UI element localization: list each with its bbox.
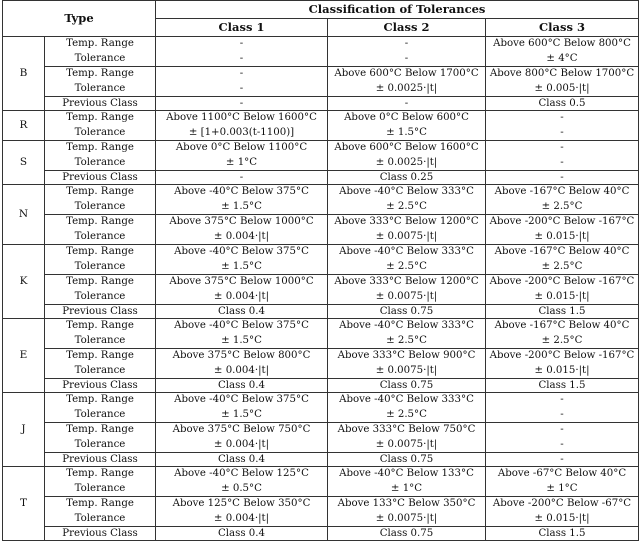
tolerance-cell xyxy=(328,67,486,97)
tolerance-row xyxy=(3,467,639,497)
tolerance-cell xyxy=(486,141,639,171)
tolerance-table xyxy=(2,0,639,541)
range-text: Above 333°C Below 750°C xyxy=(337,424,476,435)
tolerance-cell xyxy=(486,319,639,349)
previous-class-label: Previous Class xyxy=(45,379,156,393)
tolerance-cell xyxy=(486,467,639,497)
tolerance-cell xyxy=(328,245,486,275)
range-text: Above -167°C Below 40°C xyxy=(494,246,630,257)
previous-class-label: Previous Class xyxy=(45,97,156,111)
tolerance-text: ± 0.0075·|t| xyxy=(375,230,438,242)
range-text: Above 0°C Below 1100°C xyxy=(175,142,308,153)
range-text: Above -40°C Below 375°C xyxy=(174,186,309,197)
tolerance-row xyxy=(3,423,639,453)
tolerance-cell xyxy=(486,423,639,453)
tolerance-cell xyxy=(156,319,328,349)
tolerance-text: - xyxy=(404,52,409,64)
range-text: - xyxy=(560,142,564,153)
range-text: - xyxy=(239,38,244,49)
temp-range-label: Temp. Range xyxy=(66,186,134,197)
tolerance-text: ± 0.004·|t| xyxy=(213,438,270,450)
tolerance-text: ± 0.5°C xyxy=(221,482,262,494)
tolerance-text: ± 1°C xyxy=(390,482,423,494)
previous-class-label: Previous Class xyxy=(45,453,156,467)
previous-class-value: Class 0.75 xyxy=(328,453,486,467)
previous-class-value: - xyxy=(486,171,639,185)
row-label-cell xyxy=(45,67,156,97)
type-cell: K xyxy=(3,245,45,319)
previous-class-value: - xyxy=(156,97,328,111)
range-text: - xyxy=(404,38,409,49)
tolerance-cell xyxy=(156,275,328,305)
row-label-cell xyxy=(45,497,156,527)
previous-class-label: Previous Class xyxy=(45,527,156,541)
tolerance-text: ± 0.005·|t| xyxy=(534,82,590,94)
previous-class-value: - xyxy=(486,453,639,467)
range-text: Above 600°C Below 800°C xyxy=(493,38,631,49)
range-text: Above -167°C Below 40°C xyxy=(494,186,630,197)
range-text: Above 375°C Below 750°C xyxy=(172,424,311,435)
tolerance-label: Tolerance xyxy=(74,200,126,212)
temp-range-label: Temp. Range xyxy=(66,468,134,479)
tolerance-text: ± 2.5°C xyxy=(386,200,427,212)
tolerance-cell xyxy=(486,393,639,423)
type-cell: J xyxy=(3,393,45,467)
temp-range-label: Temp. Range xyxy=(66,68,134,79)
range-text: Above 375°C Below 800°C xyxy=(172,350,311,361)
tolerance-text: ± 1°C xyxy=(546,482,578,494)
tolerance-cell xyxy=(156,67,328,97)
tolerance-text: ± 0.0075·|t| xyxy=(375,290,438,302)
tolerance-text: ± 2.5°C xyxy=(541,200,583,212)
tolerance-cell xyxy=(328,37,486,67)
tolerance-row xyxy=(3,37,639,67)
temp-range-label: Temp. Range xyxy=(66,216,134,227)
previous-class-row xyxy=(3,97,639,111)
tolerance-text: ± 0.0075·|t| xyxy=(375,438,438,450)
range-text: Above 1100°C Below 1600°C xyxy=(166,112,317,123)
tolerance-text: - xyxy=(239,52,244,64)
range-text: Above -40°C Below 333°C xyxy=(339,394,474,405)
row-label-cell xyxy=(45,275,156,305)
previous-class-row xyxy=(3,171,639,185)
tolerance-cell xyxy=(156,467,328,497)
previous-class-value: Class 0.75 xyxy=(328,527,486,541)
tolerance-cell xyxy=(156,215,328,245)
tolerance-row xyxy=(3,275,639,305)
tolerance-cell xyxy=(486,275,639,305)
class2-header: Class 2 xyxy=(328,19,486,37)
class3-header: Class 3 xyxy=(486,19,639,37)
tolerance-cell xyxy=(328,141,486,171)
tolerance-text: ± 0.015·|t| xyxy=(534,512,590,524)
tolerance-label: Tolerance xyxy=(74,82,126,94)
previous-class-label: Previous Class xyxy=(45,305,156,319)
previous-class-value: Class 1.5 xyxy=(486,305,639,319)
temp-range-label: Temp. Range xyxy=(66,424,134,435)
previous-class-value: Class 0.25 xyxy=(328,171,486,185)
tolerance-label: Tolerance xyxy=(74,512,126,524)
tolerance-text: - xyxy=(560,408,564,420)
range-text: Above 800°C Below 1700°C xyxy=(489,68,635,79)
tolerance-cell xyxy=(328,393,486,423)
tolerance-text: ± [1+0.003(t-1100)] xyxy=(188,126,295,138)
range-text: Above -40°C Below 333°C xyxy=(339,320,474,331)
tolerance-text: ± 1.5°C xyxy=(221,408,262,420)
tolerance-cell xyxy=(486,215,639,245)
previous-class-row xyxy=(3,379,639,393)
tolerance-cell xyxy=(156,393,328,423)
range-text: Above 600°C Below 1700°C xyxy=(334,68,479,79)
tolerance-cell xyxy=(328,185,486,215)
tolerance-text: - xyxy=(560,438,564,450)
range-text: Above -40°C Below 375°C xyxy=(174,246,309,257)
tolerance-text: ± 2.5°C xyxy=(541,334,583,346)
previous-class-value: Class 1.5 xyxy=(486,527,639,541)
tolerance-text: ± 0.0075·|t| xyxy=(375,512,438,524)
previous-class-value: Class 1.5 xyxy=(486,379,639,393)
tolerance-text: ± 0.015·|t| xyxy=(534,290,590,302)
tolerance-cell xyxy=(486,497,639,527)
tolerance-label: Tolerance xyxy=(74,482,126,494)
range-text: - xyxy=(560,112,564,123)
tolerance-cell xyxy=(486,349,639,379)
temp-range-label: Temp. Range xyxy=(66,276,134,287)
tolerance-label: Tolerance xyxy=(74,52,126,64)
range-text: Above -40°C Below 375°C xyxy=(174,320,309,331)
tolerance-row xyxy=(3,111,639,141)
range-text: - xyxy=(560,424,564,435)
previous-class-value: Class 0.4 xyxy=(156,453,328,467)
range-text: Above 125°C Below 350°C xyxy=(172,498,311,509)
previous-class-label: Previous Class xyxy=(45,171,156,185)
tolerance-row xyxy=(3,141,639,171)
tolerance-text: ± 0.0025·|t| xyxy=(375,156,438,168)
range-text: Above -200°C Below -167°C xyxy=(489,216,635,227)
tolerance-row xyxy=(3,67,639,97)
tolerance-cell xyxy=(156,497,328,527)
type-cell: T xyxy=(3,467,45,541)
tolerance-cell xyxy=(486,111,639,141)
range-text: Above 600°C Below 1600°C xyxy=(334,142,479,153)
range-text: Above 333°C Below 1200°C xyxy=(334,216,479,227)
previous-class-value: Class 0.5 xyxy=(486,97,639,111)
classification-header: Classification of Tolerances xyxy=(156,1,639,19)
range-text: Above -200°C Below -167°C xyxy=(489,350,635,361)
tolerance-label: Tolerance xyxy=(74,230,126,242)
tolerance-cell xyxy=(486,245,639,275)
range-text: Above -200°C Below -67°C xyxy=(492,498,632,509)
tolerance-text: ± 1.5°C xyxy=(221,334,262,346)
row-label-cell xyxy=(45,423,156,453)
tolerance-cell xyxy=(156,37,328,67)
type-cell: R xyxy=(3,111,45,141)
previous-class-value: Class 0.4 xyxy=(156,305,328,319)
range-text: Above -40°C Below 333°C xyxy=(339,186,474,197)
tolerance-text: ± 2.5°C xyxy=(386,334,427,346)
row-label-cell xyxy=(45,111,156,141)
row-label-cell xyxy=(45,185,156,215)
temp-range-label: Temp. Range xyxy=(66,142,134,153)
tolerance-cell xyxy=(486,185,639,215)
tolerance-text: ± 2.5°C xyxy=(386,260,427,272)
table-body xyxy=(3,37,639,541)
tolerance-text: ± 1.5°C xyxy=(386,126,427,138)
temp-range-label: Temp. Range xyxy=(66,112,134,123)
tolerance-cell xyxy=(156,141,328,171)
tolerance-text: ± 1°C xyxy=(225,156,258,168)
tolerance-row xyxy=(3,393,639,423)
range-text: Above -40°C Below 375°C xyxy=(174,394,309,405)
tolerance-cell xyxy=(328,467,486,497)
tolerance-label: Tolerance xyxy=(74,126,126,138)
tolerance-cell xyxy=(328,497,486,527)
type-cell: N xyxy=(3,185,45,245)
tolerance-text: ± 0.015·|t| xyxy=(534,364,590,376)
tolerance-cell xyxy=(328,349,486,379)
range-text: Above 333°C Below 900°C xyxy=(337,350,476,361)
tolerance-cell xyxy=(328,215,486,245)
tolerance-label: Tolerance xyxy=(74,438,126,450)
tolerance-label: Tolerance xyxy=(74,156,126,168)
tolerance-cell xyxy=(486,67,639,97)
tolerance-row xyxy=(3,185,639,215)
tolerance-label: Tolerance xyxy=(74,260,126,272)
tolerance-cell xyxy=(486,37,639,67)
temp-range-label: Temp. Range xyxy=(66,498,134,509)
tolerance-cell xyxy=(328,275,486,305)
tolerance-row xyxy=(3,349,639,379)
tolerance-text: - xyxy=(239,82,244,94)
tolerance-cell xyxy=(156,349,328,379)
row-label-cell xyxy=(45,245,156,275)
tolerance-text: ± 0.004·|t| xyxy=(213,512,270,524)
range-text: Above -167°C Below 40°C xyxy=(494,320,630,331)
tolerance-text: ± 0.015·|t| xyxy=(534,230,590,242)
previous-class-value: Class 0.75 xyxy=(328,379,486,393)
row-label-cell xyxy=(45,319,156,349)
previous-class-row xyxy=(3,527,639,541)
row-label-cell xyxy=(45,349,156,379)
tolerance-cell xyxy=(156,185,328,215)
tolerance-cell xyxy=(156,423,328,453)
type-cell: S xyxy=(3,141,45,185)
previous-class-row xyxy=(3,453,639,467)
tolerance-text: ± 0.004·|t| xyxy=(213,364,270,376)
row-label-cell xyxy=(45,393,156,423)
previous-class-row xyxy=(3,305,639,319)
tolerance-row xyxy=(3,215,639,245)
tolerance-text: ± 0.004·|t| xyxy=(213,230,270,242)
tolerance-text: ± 2.5°C xyxy=(541,260,583,272)
tolerance-text: - xyxy=(560,156,564,168)
range-text: Above -67°C Below 40°C xyxy=(497,468,627,479)
tolerance-text: - xyxy=(560,126,564,138)
range-text: Above 133°C Below 350°C xyxy=(337,498,476,509)
row-label-cell xyxy=(45,467,156,497)
tolerance-row xyxy=(3,319,639,349)
range-text: Above -40°C Below 133°C xyxy=(339,468,474,479)
previous-class-value: - xyxy=(328,97,486,111)
tolerance-row xyxy=(3,497,639,527)
tolerance-text: ± 1.5°C xyxy=(221,260,262,272)
previous-class-value: Class 0.4 xyxy=(156,379,328,393)
tolerance-row xyxy=(3,245,639,275)
temp-range-label: Temp. Range xyxy=(66,246,134,257)
type-cell: E xyxy=(3,319,45,393)
tolerance-text: ± 0.0075·|t| xyxy=(375,364,438,376)
range-text: Above 0°C Below 600°C xyxy=(344,112,469,123)
class1-header: Class 1 xyxy=(156,19,328,37)
temp-range-label: Temp. Range xyxy=(66,38,134,49)
tolerance-text: ± 1.5°C xyxy=(221,200,262,212)
type-cell: B xyxy=(3,37,45,111)
previous-class-value: Class 0.4 xyxy=(156,527,328,541)
range-text: Above 375°C Below 1000°C xyxy=(169,216,314,227)
range-text: Above -40°C Below 125°C xyxy=(174,468,309,479)
row-label-cell xyxy=(45,37,156,67)
tolerance-text: ± 2.5°C xyxy=(386,408,427,420)
temp-range-label: Temp. Range xyxy=(66,320,134,331)
previous-class-value: - xyxy=(156,171,328,185)
temp-range-label: Temp. Range xyxy=(66,350,134,361)
tolerance-cell xyxy=(328,423,486,453)
tolerance-cell xyxy=(156,111,328,141)
tolerance-text: ± 0.0025·|t| xyxy=(375,82,438,94)
temp-range-label: Temp. Range xyxy=(66,394,134,405)
type-header: Type xyxy=(3,1,156,37)
tolerance-text: ± 0.004·|t| xyxy=(213,290,270,302)
tolerance-cell xyxy=(156,245,328,275)
range-text: Above -200°C Below -167°C xyxy=(489,276,635,287)
range-text: - xyxy=(560,394,564,405)
tolerance-cell xyxy=(328,319,486,349)
range-text: Above -40°C Below 333°C xyxy=(339,246,474,257)
range-text: Above 375°C Below 1000°C xyxy=(169,276,314,287)
range-text: Above 333°C Below 1200°C xyxy=(334,276,479,287)
tolerance-label: Tolerance xyxy=(74,408,126,420)
row-label-cell xyxy=(45,215,156,245)
tolerance-label: Tolerance xyxy=(74,334,126,346)
range-text: - xyxy=(239,68,244,79)
row-label-cell xyxy=(45,141,156,171)
tolerance-text: ± 4°C xyxy=(546,52,578,64)
tolerance-cell xyxy=(328,111,486,141)
tolerance-label: Tolerance xyxy=(74,364,126,376)
tolerance-label: Tolerance xyxy=(74,290,126,302)
previous-class-value: Class 0.75 xyxy=(328,305,486,319)
